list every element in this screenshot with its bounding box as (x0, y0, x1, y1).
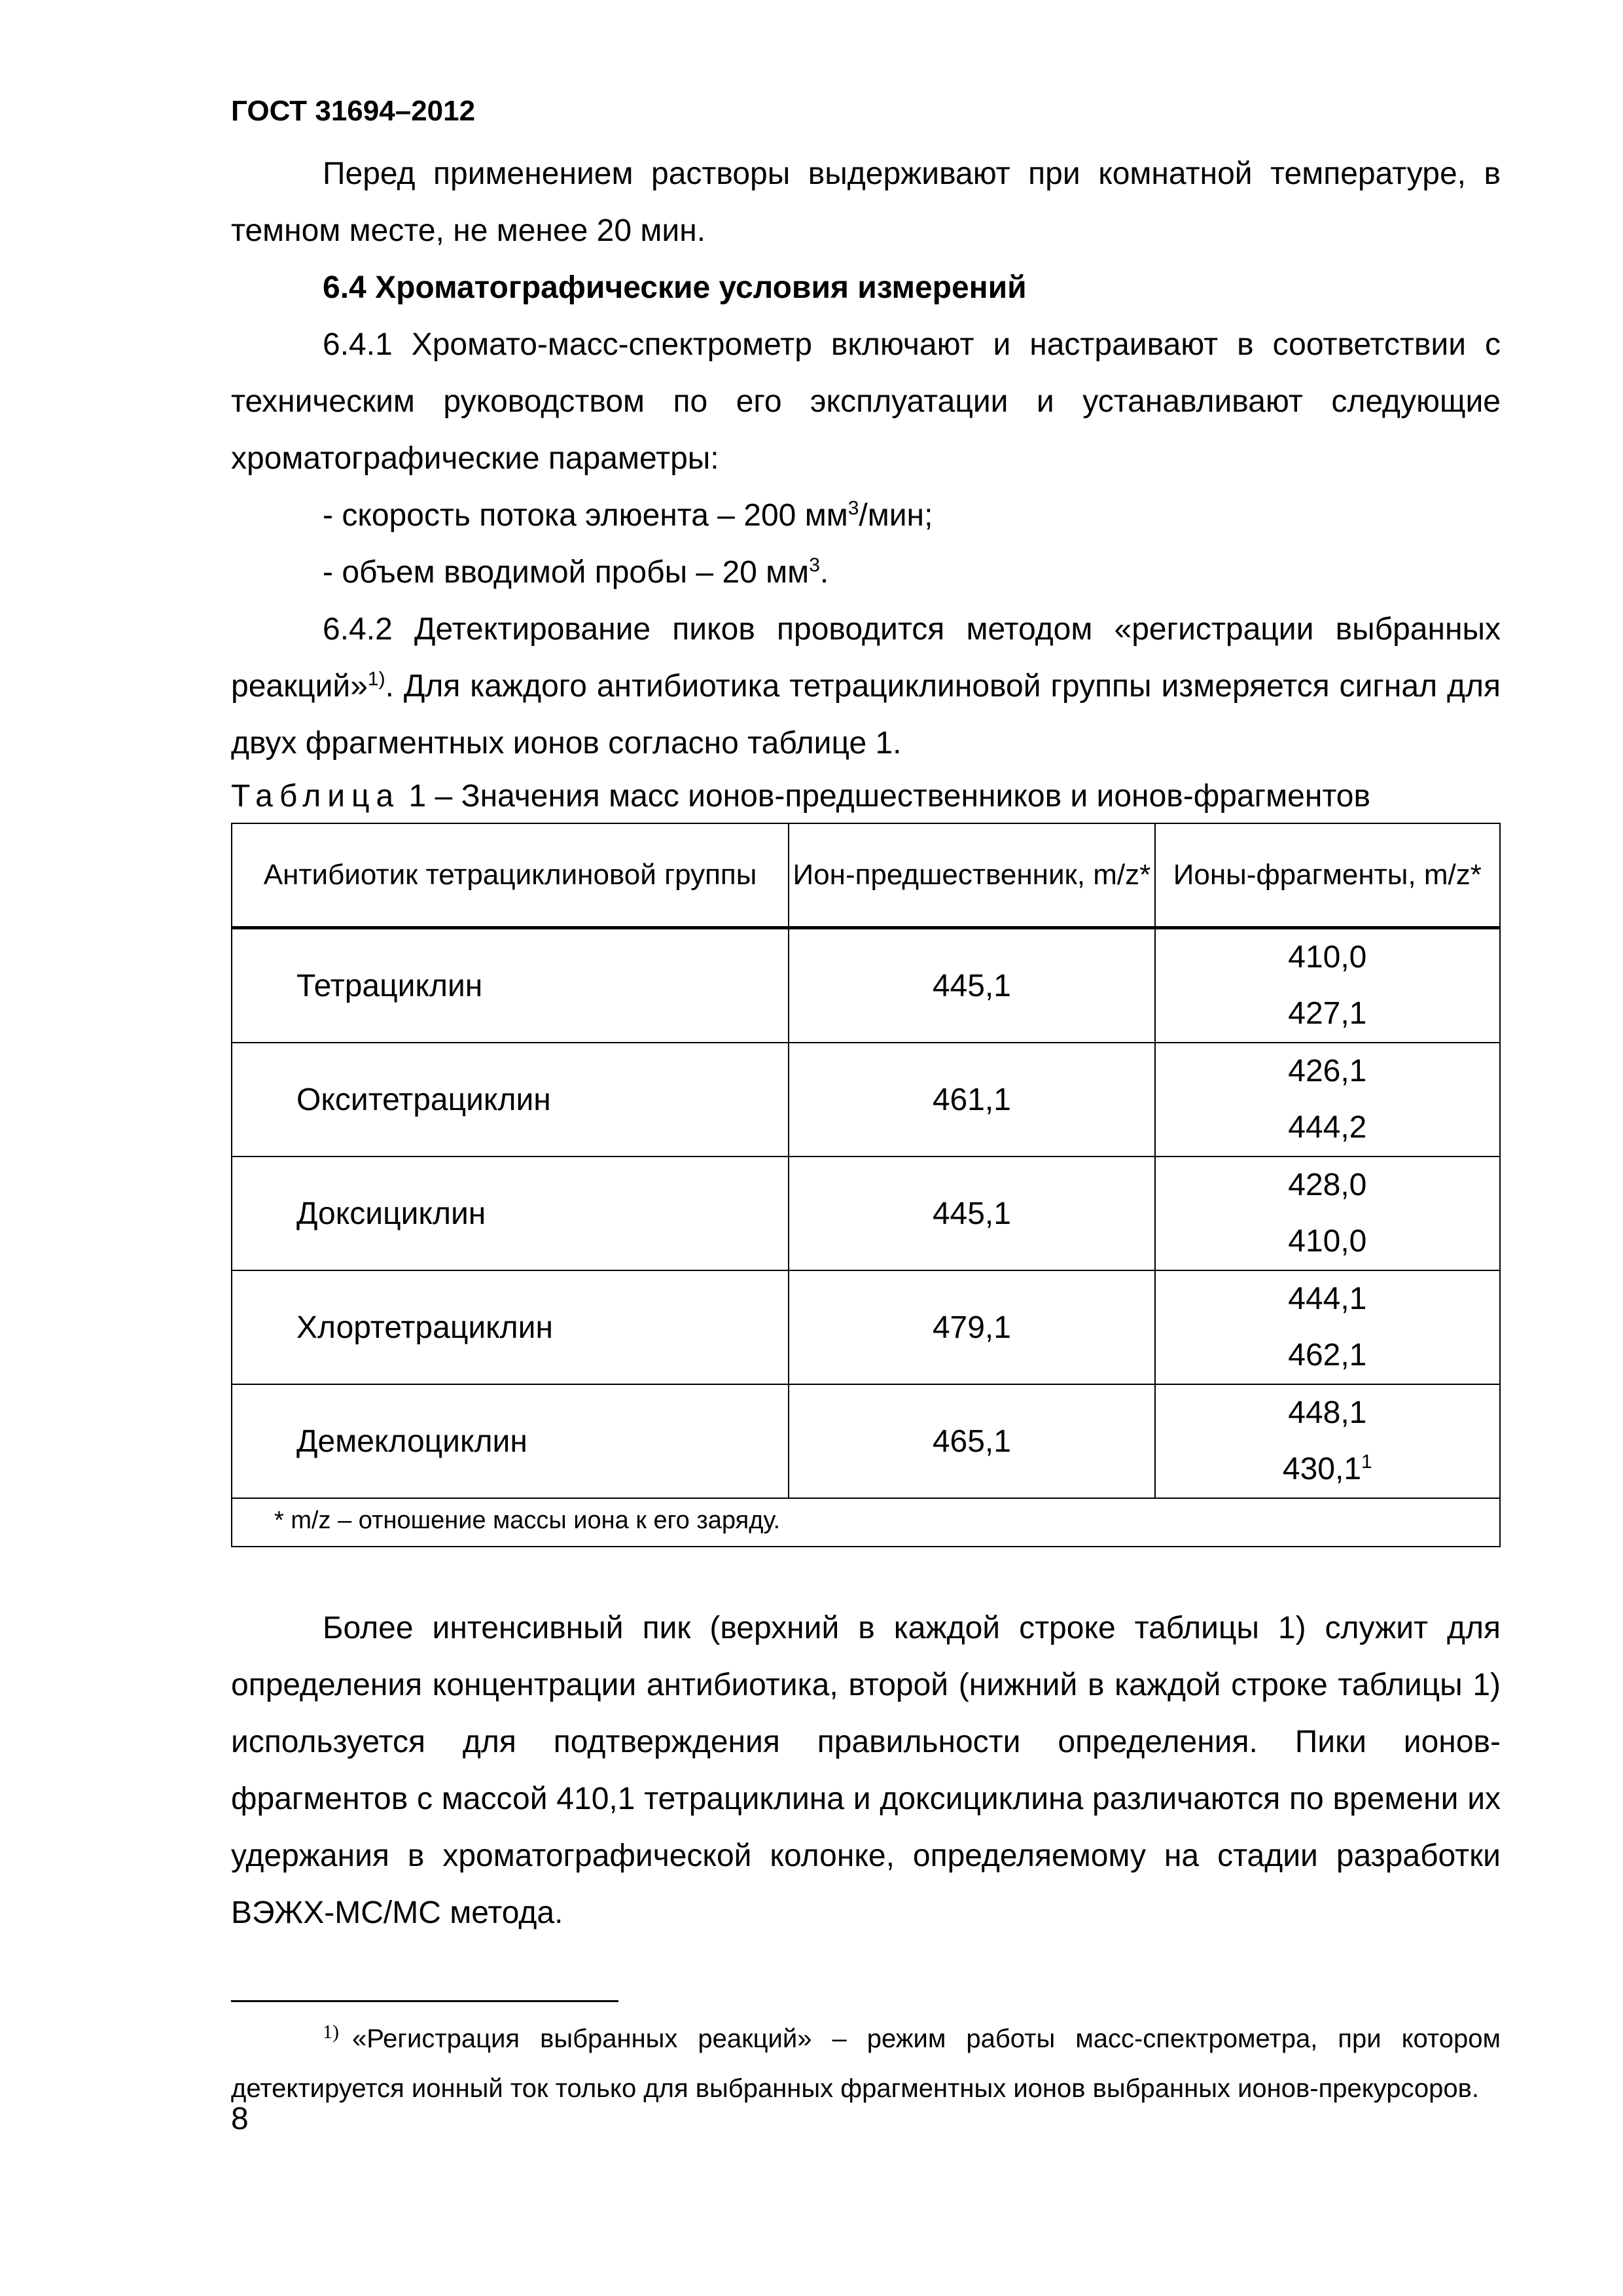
footnote-mark: 1) (323, 2020, 339, 2043)
fragment-secondary: 427,1 (1288, 996, 1367, 1031)
fragment-values (1155, 928, 1500, 1043)
table-note-row (232, 1498, 1500, 1547)
table-caption (231, 772, 1501, 821)
column-header-fragments: Ионы-фрагменты, m/z* (1155, 823, 1500, 928)
list-item-text: - объем вводимой пробы – 20 мм (323, 555, 810, 590)
footnote-reference: 1) (367, 668, 385, 690)
fragment-primary: 444,1 (1288, 1282, 1367, 1316)
fragment-secondary: 462,1 (1288, 1338, 1367, 1372)
superscript: 1 (1361, 1451, 1372, 1473)
fragment-primary: 428,0 (1288, 1168, 1367, 1202)
document-code: ГОСТ 31694–2012 (231, 95, 476, 127)
footnote-text: «Регистрация выбранных реакций» – режим работы масс-спектрометра, при котором детектируется ионный ток только для выбранных фрагментных ионов выбранных ионов-прекурсоров. (231, 2024, 1501, 2103)
list-item-text: - скорость потока элюента – 200 мм (323, 498, 848, 533)
fragment-primary: 410,0 (1288, 940, 1367, 975)
footnote (231, 2014, 1501, 2113)
table-row (232, 1384, 1500, 1498)
fragment-values (1155, 1043, 1500, 1157)
section-title: 6.4 Хроматографические условия измерений (323, 270, 1027, 305)
fragment-primary: 426,1 (1288, 1054, 1367, 1088)
fragment-secondary: 410,0 (1288, 1224, 1367, 1259)
precursor-value: 445,1 (789, 1157, 1155, 1270)
fragment-secondary: 444,2 (1288, 1110, 1367, 1145)
fragment-values (1155, 1157, 1500, 1270)
precursor-value: 465,1 (789, 1384, 1155, 1498)
paragraph: Перед применением растворы выдерживают при комнатной температуре, в темном месте, не менее 20 мин. (231, 156, 1501, 248)
fragment-values (1155, 1270, 1500, 1384)
list-item-text-end: /мин; (859, 498, 933, 533)
antibiotic-name: Доксициклин (232, 1157, 789, 1270)
table-caption-word: Таблица (231, 779, 401, 814)
paragraph (231, 601, 1501, 772)
data-table (231, 823, 1501, 1547)
table-note: * m/z – отношение массы иона к его заряду. (232, 1498, 1500, 1547)
fragment-values (1155, 1384, 1500, 1498)
page-number: 8 (231, 2102, 249, 2136)
precursor-value: 479,1 (789, 1270, 1155, 1384)
list-item-text-end: . (819, 555, 829, 590)
table-row (232, 1270, 1500, 1384)
table-caption-text: 1 – Значения масс ионов-предшественников и ионов-фрагментов (400, 779, 1370, 814)
precursor-value: 445,1 (789, 928, 1155, 1043)
document-page (231, 92, 1501, 2113)
table-row (232, 928, 1500, 1043)
fragment-primary: 448,1 (1288, 1395, 1367, 1430)
fragment-secondary (1156, 1441, 1499, 1498)
fragment-secondary-value: 430,1 (1282, 1452, 1362, 1486)
superscript: 3 (809, 554, 820, 576)
antibiotic-name: Хлортетрациклин (232, 1270, 789, 1384)
paragraph-text: 6.4.2 Детектирование пиков проводится методом «регистрации выбранных реакций» (231, 612, 1501, 704)
superscript: 3 (847, 497, 859, 519)
antibiotic-name: Окситетрациклин (232, 1043, 789, 1157)
paragraph-text-end: . Для каждого антибиотика тетрациклиновой группы измеряется сигнал для двух фрагментных ионов согласно таблице 1. (231, 669, 1501, 761)
antibiotic-name: Демеклоциклин (232, 1384, 789, 1498)
paragraph: 6.4.1 Хромато-масс-спектрометр включают и настраивают в соответствии с техническим руководством по его эксплуатации и устанавливают следующие хроматографические параметры: (231, 327, 1501, 476)
table-row (232, 1043, 1500, 1157)
table-row (232, 1157, 1500, 1270)
precursor-value: 461,1 (789, 1043, 1155, 1157)
antibiotic-name: Тетрациклин (232, 928, 789, 1043)
column-header-precursor: Ион-предшественник, m/z* (789, 823, 1155, 928)
column-header-antibiotic: Антибиотик тетрациклиновой группы (232, 823, 789, 928)
list-item (231, 544, 1501, 601)
footnote-divider (231, 2000, 618, 2002)
list-item (231, 487, 1501, 544)
paragraph: Более интенсивный пик (верхний в каждой строке таблицы 1) служит для определения концентрации антибиотика, второй (нижний в каждой строке таблицы 1) используется для подтверждения правильности определения. Пики ионов-фрагментов с массой 410,1 тетрациклина и доксициклина различаются по времени их удержания в хроматографической колонке, определяемому на стадии разработки ВЭЖХ-МС/МС метода. (231, 1611, 1501, 1930)
table-header-row (232, 823, 1500, 928)
